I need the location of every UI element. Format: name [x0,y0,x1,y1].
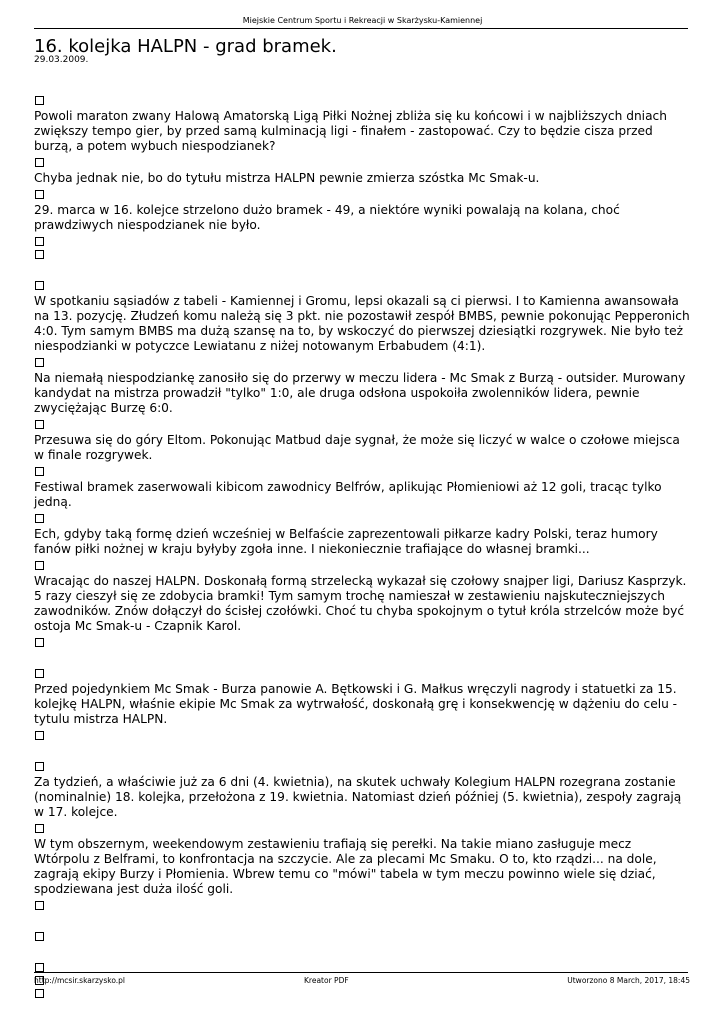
placeholder-icon [35,901,44,910]
article-title: 16. kolejka HALPN - grad bramek. [34,36,337,57]
paragraph: 29. marca w 16. kolejce strzelono dużo bramek - 49, a niektóre wyniki powalają na kolana, choć prawdziwych niespodzianek nie było. [34,203,620,232]
article-date: 29.03.2009. [34,55,89,65]
placeholder-icon [35,514,44,523]
placeholder-icon [35,96,44,105]
footer-created-date: Utworzono 8 March, 2017, 18:45 [567,976,690,985]
placeholder-icon [35,250,44,259]
footer-url-link[interactable]: http://mcsir.skarzysko.pl [34,976,126,985]
paragraph: Chyba jednak nie, bo do tytułu mistrza HALPN pewnie zmierza szóstka Mc Smak-u. [34,171,540,185]
paragraph: Ech, gdyby taką formę dzień wcześniej w Belfaście zaprezentowali piłkarze kadry Polski, teraz humory fanów piłki nożnej w kraju byłyby zgoła inne. I niekoniecznie trafiające do własnej bramki... [34,527,658,556]
placeholder-icon [35,963,44,972]
placeholder-icon [35,420,44,429]
placeholder-icon [35,669,44,678]
paragraph: Powoli maraton zwany Halową Amatorską Ligą Piłki Nożnej zbliża się ku końcowi i w najbliższych dniach zwiększy tempo gier, by przed samą kulminacją ligi - finałem - zastopować. Czy to będzie cisza przed burzą, a potem wybuch niespodzianek? [34,109,667,153]
paragraph: Za tydzień, a właściwie już za 6 dni (4. kwietnia), na skutek uchwały Kolegium HALPN rozegrana zostanie (nominalnie) 18. kolejka, przełożona z 19. kwietnia. Natomiast dzień później (5. kwietnia), zespoły zagrają w 17. kolejce. [34,775,682,819]
placeholder-icon [35,762,44,771]
article-body [34,92,690,1002]
paragraph: Przed pojedynkiem Mc Smak - Burza panowie A. Bętkowski i G. Małkus wręczyli nagrody i statuetki za 15. kolejkę HALPN, właśnie ekipie Mc Smak za wytrwałość, doskonałą grę i konsekwencję w dążeniu do celu - tytulu mistrza HALPN. [34,682,678,726]
paragraph: Przesuwa się do góry Eltom. Pokonując Matbud daje sygnał, że może się liczyć w walce o czołowe miejsca w finale rozgrywek. [34,433,680,462]
placeholder-icon [35,932,44,941]
placeholder-icon [35,467,44,476]
placeholder-icon [35,358,44,367]
paragraph: W spotkaniu sąsiadów z tabeli - Kamiennej i Gromu, lepsi okazali są ci pierwsi. I to Kamienna awansowała na 13. pozycję. Złudzeń komu należą się 3 pkt. nie pozostawił zespół BMBS, pewnie pokonując Pepperonich 4:0. Tym samym BMBS ma dużą szansę na to, by wskoczyć do pierwszej dziesiątki rozgrywek. Nie było też niespodzianki w potyczce Lewiatanu z niżej notowanym Erbabudem (4:1). [34,294,690,353]
paragraph: Wracając do naszej HALPN. Doskonałą formą strzelecką wykazał się czołowy snajper ligi, Dariusz Kasprzyk. 5 razy cieszył się ze zdobycia bramki! Tym samym trochę namieszał w zestawieniu najskuteczniejszych zawodników. Znów dołączył do ścisłej czołówki. Choć tu chyba spokojnym o tytuł króla strzelców może być ostoja Mc Smak-u - Czapnik Karol. [34,574,687,633]
placeholder-icon [35,190,44,199]
header-divider [34,28,688,29]
page-header-org: Miejskie Centrum Sportu i Rekreacji w Skarżysku-Kamiennej [242,16,483,25]
placeholder-icon [35,561,44,570]
placeholder-icon [35,989,44,998]
placeholder-icon [35,824,44,833]
paragraph: W tym obszernym, weekendowym zestawieniu trafiają się perełki. Na takie miano zasługuje mecz Wtórpolu z Belframi, to konfrontacja na szczycie. Ale za plecami Mc Smaku. O to, kto rządzi... na dole, zagrają ekipy Burzy i Płomienia. Wbrew temu co "mówi" tabela w tym meczu powinno wiele się dziać, spodziewana jest duża ilość goli. [34,837,657,896]
paragraph: Festiwal bramek zaserwowali kibicom zawodnicy Belfrów, aplikując Płomieniowi aż 12 goli, tracąc tylko jedną. [34,480,662,509]
placeholder-icon [35,158,44,167]
footer-divider [34,972,688,973]
placeholder-icon [35,237,44,246]
placeholder-icon [35,281,44,290]
placeholder-icon [35,731,44,740]
paragraph: Na niemałą niespodziankę zanosiło się do przerwy w meczu lidera - Mc Smak z Burzą - outsider. Murowany kandydat na mistrza prowadził "tylko" 1:0, ale druga odsłona uspokoiła zwolenników lidera, pewnie zwyciężając Burzę 6:0. [34,371,686,415]
footer-generator: Kreator PDF [304,976,349,985]
placeholder-icon [35,638,44,647]
